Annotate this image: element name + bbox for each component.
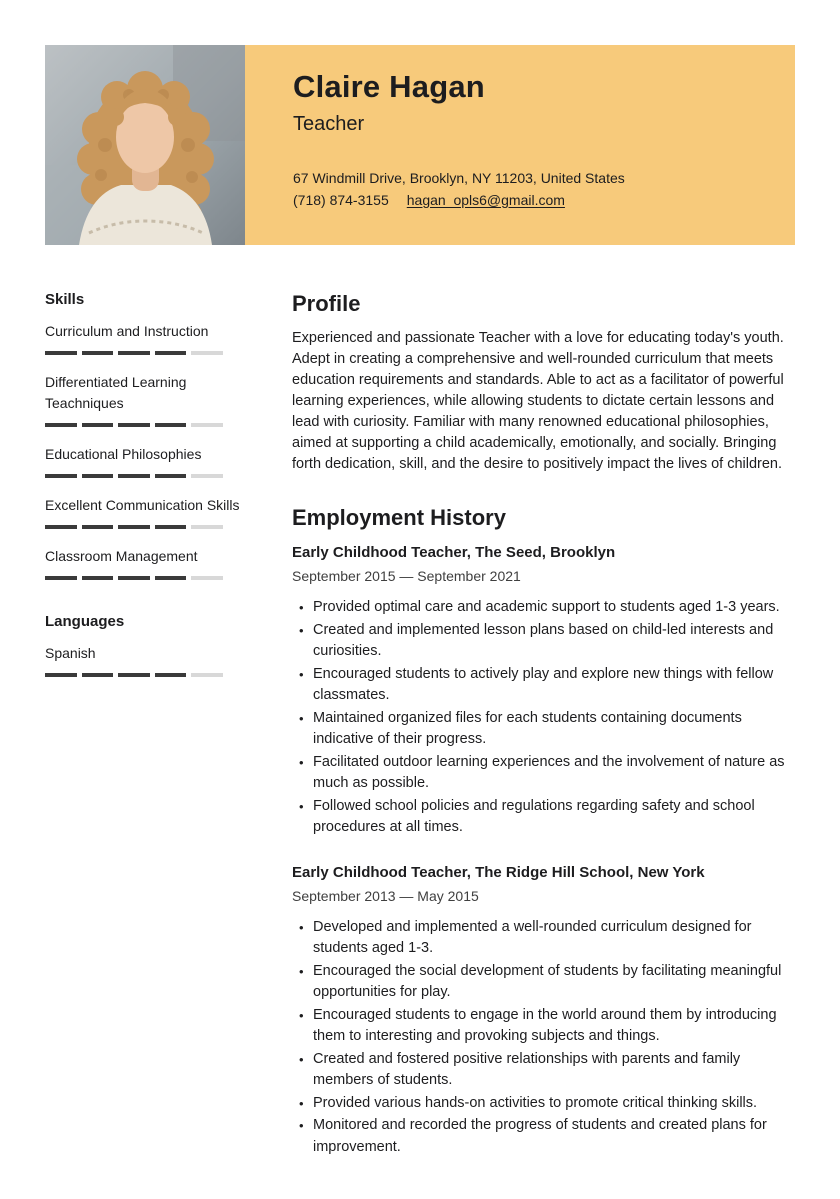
job-entry [292,542,795,839]
jobs-list [292,542,795,1158]
skill-level-segment [118,351,150,355]
languages-list [45,643,245,677]
skill-level-bar [45,525,223,529]
bullet-item: • Followed school policies and regulations regarding safety and school procedures at all times. [292,796,795,839]
job-title: Early Childhood Teacher, The Seed, Brooklyn [292,544,616,561]
skill-level-bar [45,576,223,580]
skill-level-segment [155,576,187,580]
skill-level-bar [45,351,223,355]
candidate-name: Claire Hagan [293,69,485,104]
skills-heading: Skills [45,291,85,308]
skill-level-segment [191,673,223,677]
job-bullets [292,917,795,1159]
resume-header [45,45,795,245]
bullet-item: • Encouraged students to engage in the world around them by introducing them to interesting and provoking subjects and things. [292,1005,795,1048]
bullet-item: • Encouraged students to actively play and explore new things with fellow classmates. [292,664,795,707]
skill-level-segment [45,525,77,529]
skill-level-segment [82,525,114,529]
skill-level-segment [118,423,150,427]
skill-level-segment [82,351,114,355]
skill-level-segment [155,525,187,529]
contact-row [293,190,767,211]
skill-level-segment [155,423,187,427]
profile-section [292,291,795,475]
skill-level-segment [82,576,114,580]
skill-item [45,546,245,580]
job-title: Early Childhood Teacher, The Ridge Hill School, New York [292,863,705,881]
skill-label: Educational Philosophies [45,446,202,462]
skill-item [45,444,245,478]
profile-photo [45,45,245,245]
skill-level-segment [45,576,77,580]
candidate-title: Teacher [293,112,365,135]
skill-level-segment [191,525,223,529]
skill-level-segment [82,474,114,478]
contact-address: 67 Windmill Drive, Brooklyn, NY 11203, United States [293,169,625,186]
skill-level-segment [82,423,114,427]
profile-text: Experienced and passionate Teacher with a love for educating today's youth. Adept in creating a comprehensive and well-rounded curriculum that meets education requirements and standards. Able to act as a facilitator of powerful learning experiences, while allowing students to dictate certain lessons and lead with curiosity. Familiar with many renowned educational philosophies, aimed at supporting a child academically, emotionally, and socially. Bringing forth dedication, skill, and the desire to positively impact the lives of children. [292,330,784,472]
language-level-bar [45,673,223,677]
language-label: Spanish [45,645,96,661]
skills-list [45,321,245,580]
skill-level-segment [45,423,77,427]
skill-item [45,495,245,529]
bullet-item: • Monitored and recorded the progress of students and created plans for improvement. [292,1115,795,1158]
job-dates: September 2015 — September 2021 [292,568,521,584]
skill-item [45,372,245,427]
bullet-item: • Created and implemented lesson plans based on child-led interests and curiosities. [292,620,795,663]
skill-label: Classroom Management [45,548,198,564]
contact-email-link[interactable]: hagan_opls6@gmail.com [406,191,565,208]
skill-label: Curriculum and Instruction [45,323,209,339]
bullet-item: • Created and fostered positive relationships with parents and family members of students. [292,1049,795,1092]
skill-level-segment [118,673,150,677]
skill-level-segment [45,351,77,355]
contact-phone: (718) 874-3155 [293,191,389,208]
job-dates: September 2013 — May 2015 [292,887,479,904]
job-bullets [292,597,795,839]
bullet-item: • Facilitated outdoor learning experiences and the involvement of nature as much as possible. [292,752,795,795]
profile-heading: Profile [292,291,361,316]
skill-level-segment [118,525,150,529]
bullet-item: • Developed and implemented a well-rounded curriculum designed for students aged 1-3. [292,917,795,960]
employment-heading: Employment History [292,505,506,530]
languages-section [45,613,245,677]
skill-level-segment [191,423,223,427]
skill-level-segment [118,474,150,478]
skill-level-bar [45,474,223,478]
languages-heading: Languages [45,613,125,630]
header-band [245,45,795,245]
skill-label: Differentiated Learning Teachniques [45,374,187,411]
bullet-item: • Encouraged the social development of students by facilitating meaningful opportunities for play. [292,961,795,1004]
bullet-item: • Provided optimal care and academic support to students aged 1-3 years. [292,597,795,619]
resume-body [45,291,795,1159]
skill-level-segment [191,474,223,478]
skill-level-segment [45,474,77,478]
skill-item [45,321,245,355]
main-content [292,291,795,1159]
skill-level-segment [191,576,223,580]
skill-level-segment [118,576,150,580]
language-item [45,643,245,677]
skill-label: Excellent Communication Skills [45,497,240,513]
skill-level-segment [45,673,77,677]
contact-block [293,168,767,211]
job-entry [292,862,795,1159]
skill-level-segment [82,673,114,677]
skill-level-segment [155,474,187,478]
employment-section [292,505,795,1158]
bullet-item: • Maintained organized files for each students containing documents indicative of their progress. [292,708,795,751]
sidebar [45,291,245,1159]
skill-level-segment [191,351,223,355]
skills-section [45,291,245,580]
bullet-item: • Provided various hands-on activities to promote critical thinking skills. [292,1093,795,1115]
skill-level-bar [45,423,223,427]
skill-level-segment [155,673,187,677]
skill-level-segment [155,351,187,355]
